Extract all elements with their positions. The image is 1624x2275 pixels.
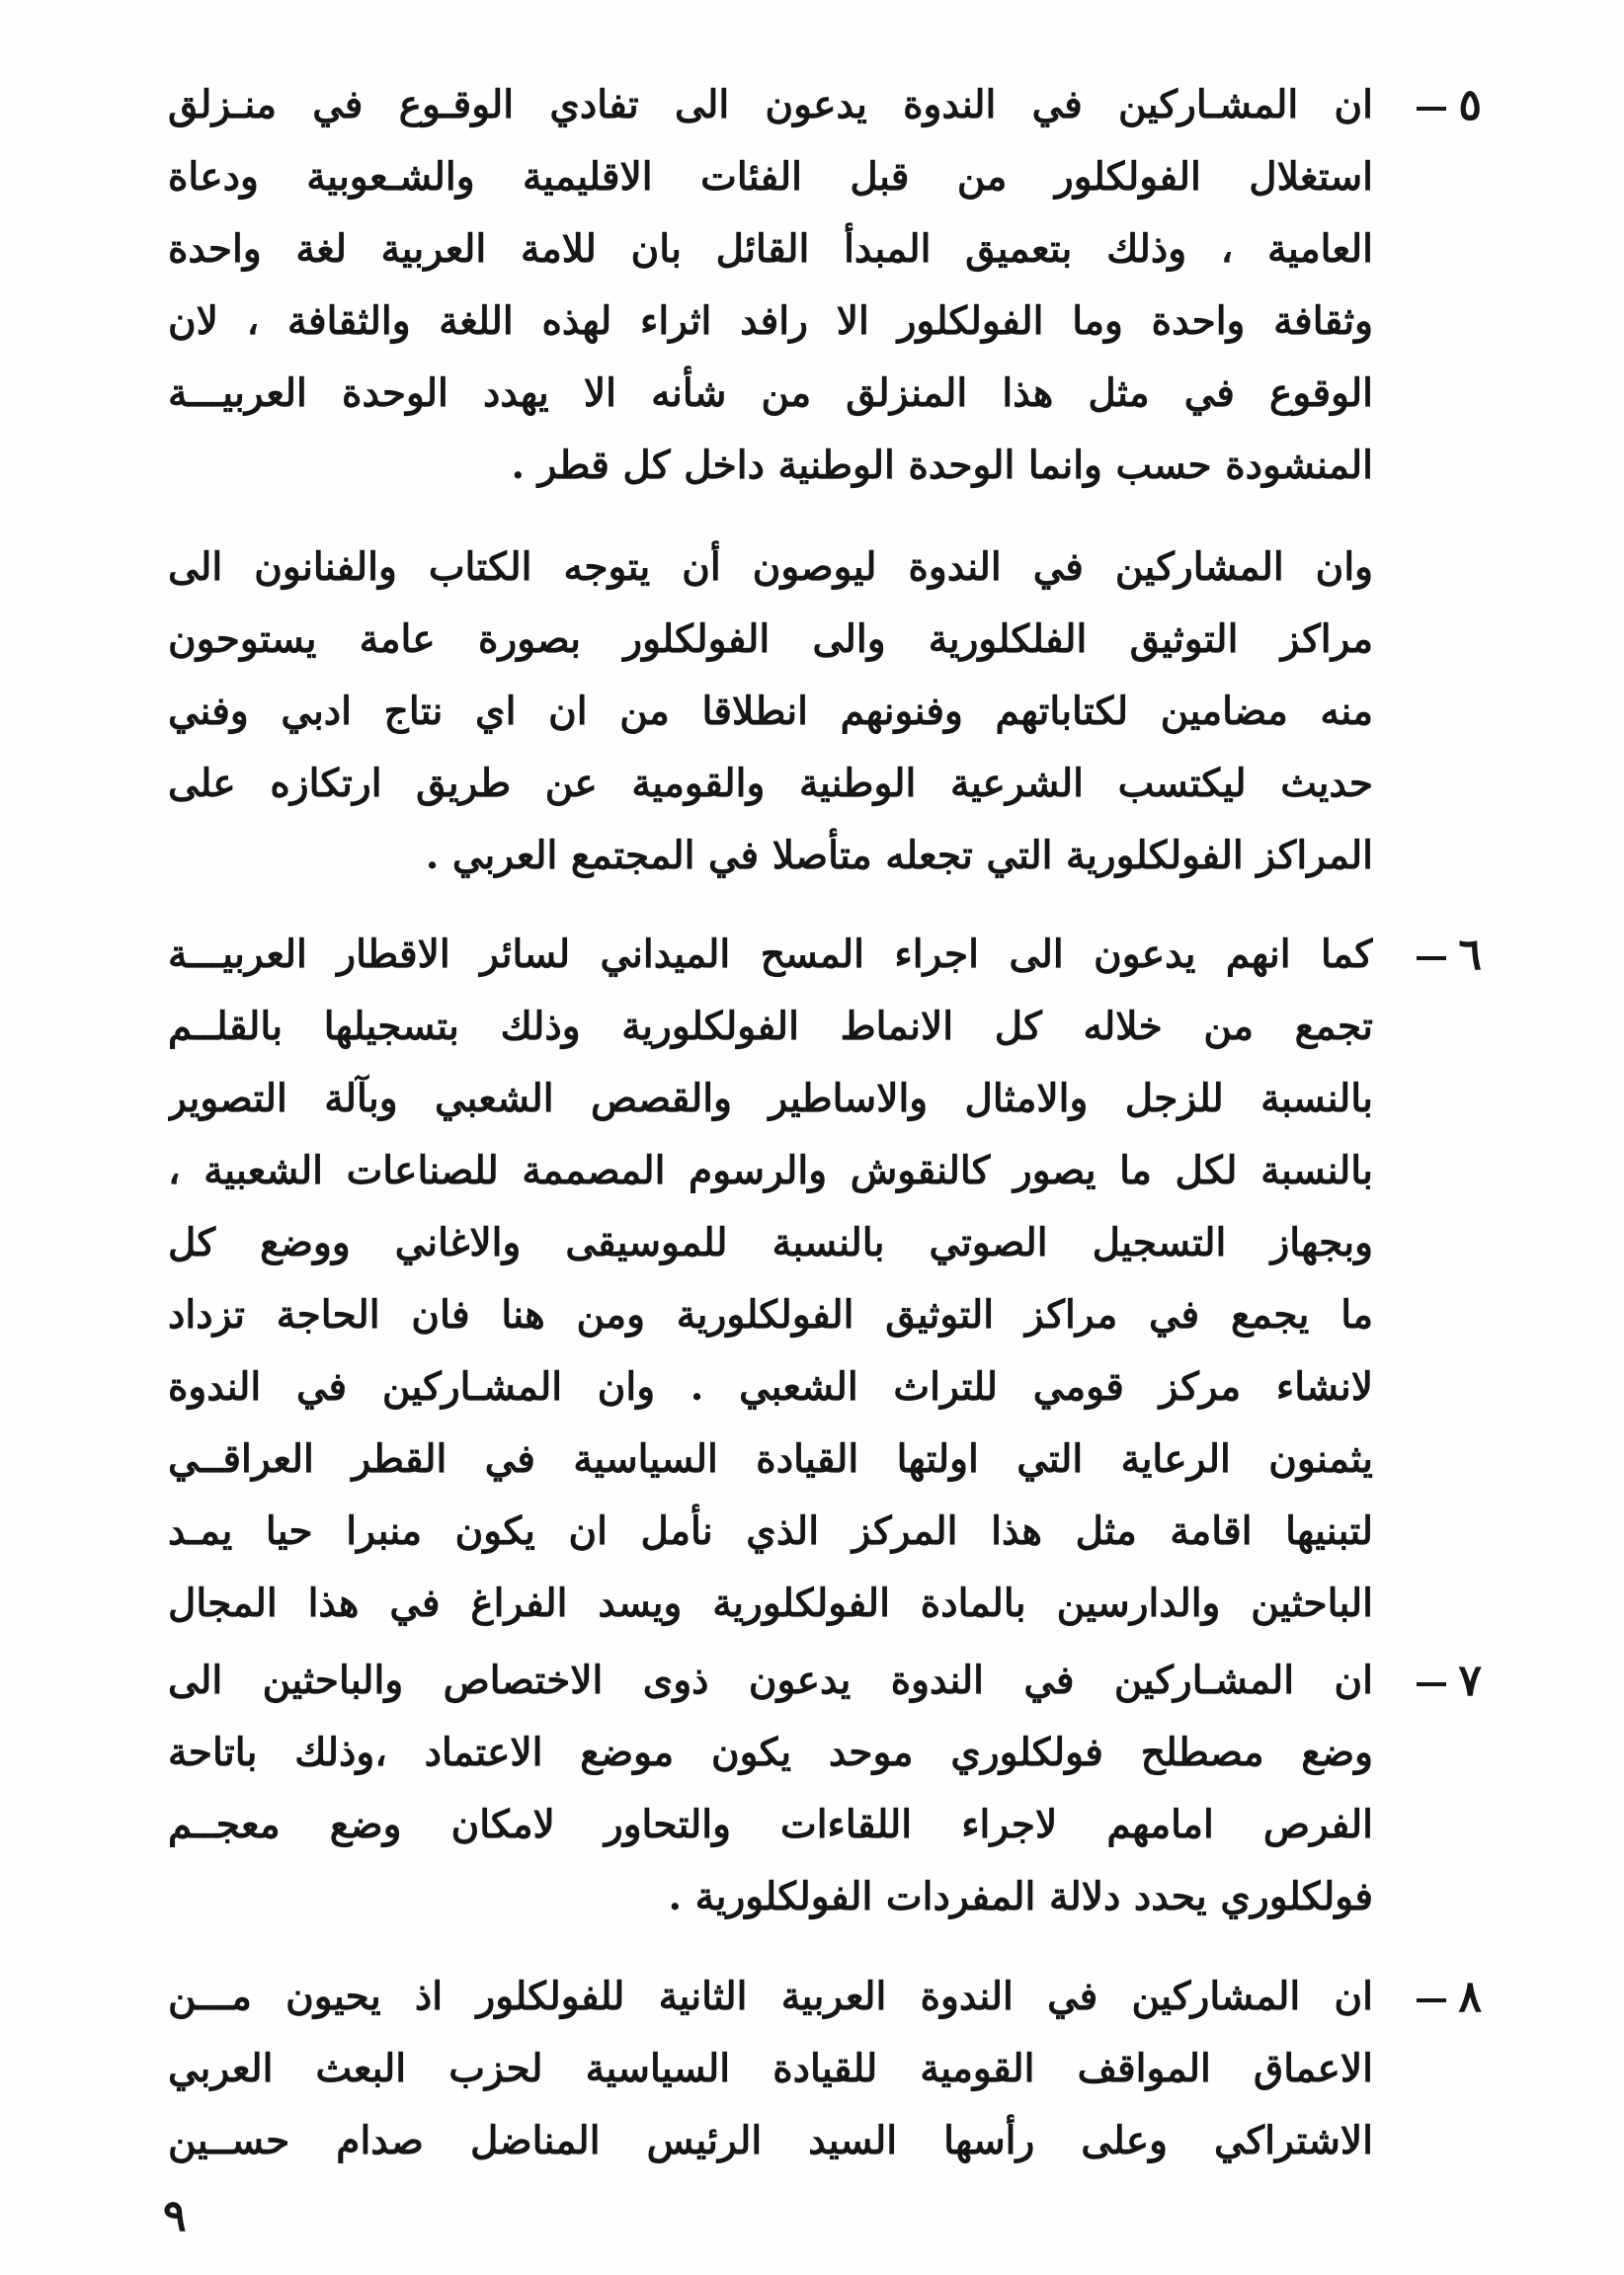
text-line: منه مضامين لكتاباتهم وفنونهم انطلاقا من ان اي نتاج ادبي وفني [168, 689, 1373, 734]
text-line: بالنسبة لكل ما يصور كالنقوش والرسوم المصممة للصناعات الشعبية ، [168, 1148, 1373, 1193]
text-line: المراكز الفولكلورية التي تجعله متأصلا في المجتمع العربي . [425, 833, 1373, 878]
item-body [168, 69, 1373, 502]
item-number [1373, 1961, 1482, 2033]
text-line: يثمنون الرعاية التي اولتها القيادة السياسية في القطر العراقــي [168, 1436, 1373, 1482]
text-line: حديث ليكتسب الشرعية الوطنية والقومية عن طريق ارتكازه على [168, 761, 1373, 806]
text-line: ان المشـاركين في الندوة يدعون الى تفادي الوقـوع في منـزلق [168, 82, 1373, 127]
item-dash [1417, 956, 1446, 960]
text-line: الاشتراكي وعلى رأسها السيد الرئيس المناضل صدام حســين [168, 2118, 1373, 2163]
item-number [1373, 69, 1482, 141]
text-line: مراكز التوثيق الفلكلورية والى الفولكلور بصورة عامة يستوحون [168, 616, 1373, 662]
text-line: وثقافة واحدة وما الفولكلور الا رافد اثراء لهذه اللغة والثقافة ، لان [168, 298, 1373, 344]
text-line: الفرص امامهم لاجراء اللقاءات والتحاور لامكان وضع معجــم [168, 1802, 1373, 1847]
text-line: تجمع من خلاله كل الانماط الفولكلورية وذلك بتسجيلها بالقلــم [168, 1004, 1373, 1049]
item-number-digit: ٨ [1458, 1972, 1482, 2022]
text-line: لانشاء مركز قومي للتراث الشعبي . وان المشـاركين في الندوة [168, 1364, 1373, 1410]
item-body [168, 1961, 1373, 2177]
item-number-digit: ٥ [1458, 80, 1482, 130]
text-line: ان المشـاركين في الندوة يدعون ذوى الاختصاص والباحثين الى [168, 1658, 1373, 1703]
item-number-digit: ٦ [1458, 930, 1482, 980]
item-dash [1417, 1682, 1446, 1686]
text-line: كما انهم يدعون الى اجراء المسح الميداني لسائر الاقطار العربيـــة [168, 932, 1373, 977]
text-line: وبجهاز التسجيل الصوتي بالنسبة للموسيقى والاغاني ووضع كل [168, 1220, 1373, 1265]
text-line: فولكلوري يحدد دلالة المفردات الفولكلورية . [668, 1874, 1373, 1919]
item-number [1373, 1645, 1482, 1717]
item-number-digit: ٧ [1458, 1656, 1482, 1706]
item-number [1373, 919, 1482, 991]
item-body [168, 1645, 1373, 1933]
page-number: ٩ [163, 2191, 187, 2241]
text-line: الاعماق المواقف القومية للقيادة السياسية لحزب البعث العربي [168, 2046, 1373, 2091]
item-dash [1417, 1998, 1446, 2002]
text-line: الباحثين والدارسين بالمادة الفولكلورية ويسد الفراغ في هذا المجال [168, 1581, 1373, 1626]
text-line: بالنسبة للزجل والامثال والاساطير والقصص الشعبي وبآلة التصوير [168, 1076, 1373, 1121]
item-dash [1417, 107, 1446, 111]
text-line: ما يجمع في مراكز التوثيق الفولكلورية ومن هنا فان الحاجة تزداد [168, 1292, 1373, 1338]
text-line: المنشودة حسب وانما الوحدة الوطنية داخل كل قطر . [511, 443, 1373, 488]
text-line: لتبنيها اقامة مثل هذا المركز الذي نأمل ان يكون منبرا حيا يمـد [168, 1508, 1373, 1554]
text-line: ان المشاركين في الندوة العربية الثانية للفولكلور اذ يحيون مـــن [168, 1974, 1373, 2019]
text-line: الوقوع في مثل هذا المنزلق من شأنه الا يهدد الوحدة العربيـــة [168, 370, 1373, 416]
recommendation-paragraph [168, 531, 1373, 892]
text-line: وضع مصطلح فولكلوري موحد يكون موضع الاعتماد ،وذلك باتاحة [168, 1730, 1373, 1775]
text-line: العامية ، وذلك بتعميق المبدأ القائل بان للامة العربية لغة واحدة [168, 226, 1373, 272]
text-line: وان المشاركين في الندوة ليوصون أن يتوجه الكتاب والفنانون الى [168, 544, 1373, 590]
item-body [168, 919, 1373, 1640]
text-line: استغلال الفولكلور من قبل الفئات الاقليمية والشـعوبية ودعاة [168, 154, 1373, 200]
